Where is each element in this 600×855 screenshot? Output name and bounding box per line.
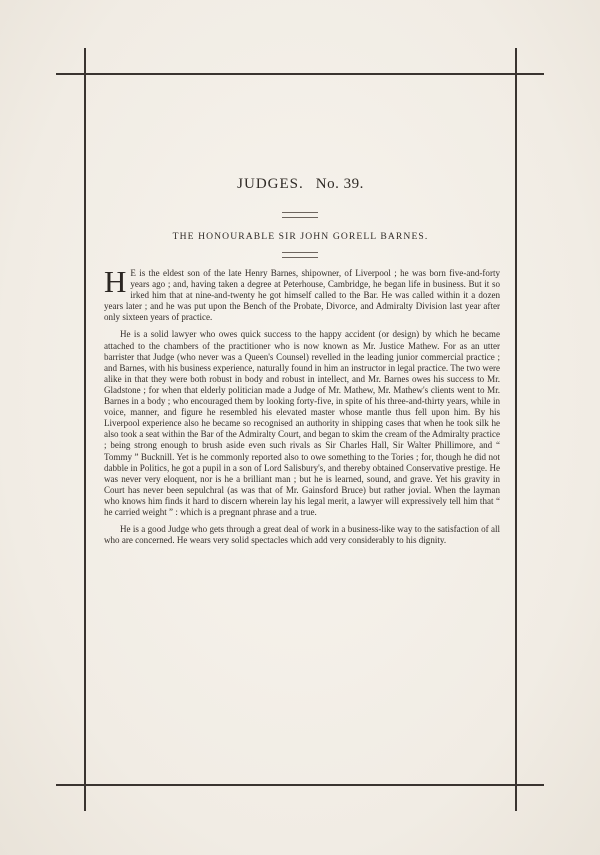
bottom-border-rule — [56, 784, 544, 786]
paragraph-1-text: E is the eldest son of the late Henry Barnes, shipowner, of Liverpool ; he was born five-and-forty years ago ; and, having taken a degree at Peterhouse, Cambridge, he began life in business. But it so irked him that at nine-and-twenty he got himself called to the Bar. He was called within it a dozen years later ; and he was put upon the Bench of the Probate, Divorce, and Admiralty Division last year after only sixteen years of practice. — [104, 268, 500, 323]
heading-number: No. 39. — [315, 176, 364, 192]
paragraph-2: He is a solid lawyer who owes quick success to the happy accident (or design) by which he became attached to the chambers of the practitioner who is now known as Mr. Justice Mathew. For as an utter barrister that Judge (who never was a Queen's Counsel) revelled in the leading junior commercial practice ; and Barnes, with his business experience, naturally found in him an instructor in legal practice. The two were alike in that they were both robust in body and robust in intellect, and Mr. Barnes owes his success to Mr. Gladstone ; for when that elderly politician made a Judge of Mr. Mathew, Mr. Mathew's clients went to Mr. Barnes in a body ; who encouraged them by looking forty-five, in spite of his three-and-thirty years, while in voice, manner, and figure he resembled his elevated master whose mantle thus fell upon him. By his Liverpool experience also he became so recognised an authority in shipping cases that when he took silk he also took a seat within the Bar of the Admiralty Court, and began to skim the cream of the Admiralty practice ; being strong enough to brush aside even such rivals as Sir Charles Hall, Sir Walter Phillimore, and “ Tommy ” Bucknill. Yet is he commonly reported also to owe something to the Tories ; for, though he did not dabble in Politics, he got a pupil in a son of Lord Salisbury's, and thereby obtained Conservative prestige. He was never very eloquent, nor is he a brilliant man ; but he is learned, sound, and grave. Yet his gravity in Court has never been sepulchral (as was that of Mr. Gainsford Bruce) but rather jovial. When the layman who knows him finds it hard to discern wherein lay his legal merit, a lawyer will expressively tell him that “ he carried weight ” : which is a pregnant phrase and a true. — [104, 329, 500, 517]
article-body — [104, 264, 500, 552]
top-border-rule — [56, 73, 544, 75]
drop-cap: H — [104, 264, 127, 299]
paragraph-1 — [104, 264, 500, 323]
page-heading — [86, 176, 515, 193]
left-border-rule — [84, 48, 86, 811]
ornament-rule-upper — [282, 212, 318, 218]
ornament-rule-lower — [282, 252, 318, 258]
right-border-rule — [515, 48, 517, 811]
paragraph-3: He is a good Judge who gets through a great deal of work in a business-like way to the satisfaction of all who are concerned. He wears very solid spectacles which add very considerably to his dignity. — [104, 524, 500, 546]
heading-title: JUDGES. — [237, 176, 304, 192]
article-subtitle: THE HONOURABLE SIR JOHN GORELL BARNES. — [172, 231, 429, 242]
